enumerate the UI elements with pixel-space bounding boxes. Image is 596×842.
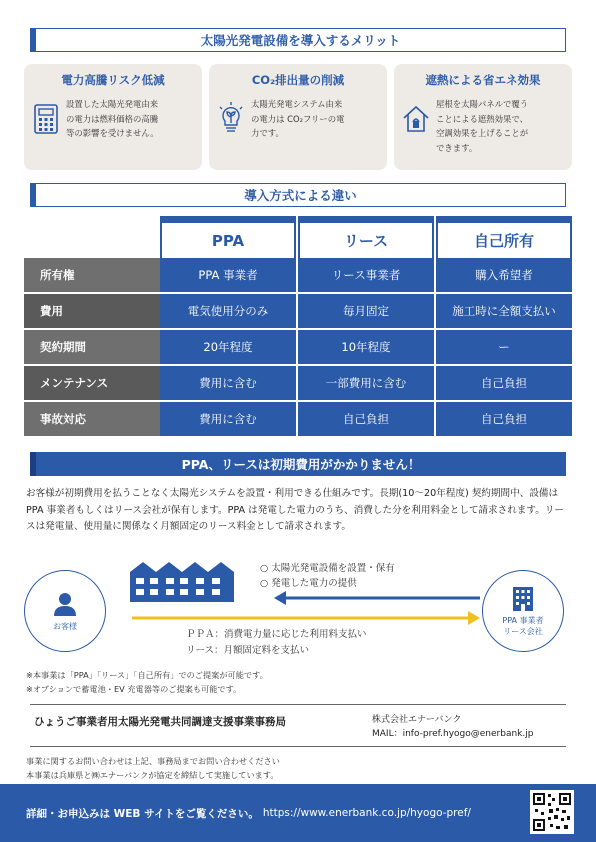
card-text-line: ことによる遮熱効果で、 (436, 113, 528, 124)
explanation-text: お客様が初期費用を払うことなく太陽光システムを設置・利用できる仕組みです。長期(10〜20年程度) 契約期間中、設備はPPA 事業者もしくはリース会社が保有します。PPA は発電した電力のうち、消費した分を利用料金として請求されます。リースは発電量、使用量に関係なく月額固定のリース料金として請求されます。 (26, 488, 564, 532)
table-cell: 費用に含む (160, 402, 296, 436)
merit-card-cost (24, 64, 202, 170)
card-text-line: 等の影響を受けません。 (66, 128, 159, 138)
comparison-table (24, 216, 572, 436)
card-text-line: 力です。 (251, 128, 284, 138)
card-title: 電力高騰リスク低減 (61, 73, 165, 87)
company-info (372, 713, 533, 741)
card-title: 遮熱による省エネ効果 (425, 73, 541, 87)
row-header: 所有権 (24, 258, 160, 292)
table-row (24, 366, 572, 400)
table-cell: ー (436, 330, 572, 364)
card-text-line: 空調効果を上げることが (436, 128, 529, 138)
table-cell: 自己負担 (298, 402, 434, 436)
flow-text-top-1: ○ 太陽光発電設備を設置・保有 (260, 563, 395, 574)
contact-line: 本事業は兵庫県と㈱エナーバンクが協定を締結して実施しています。 (26, 770, 279, 780)
qr-code-icon[interactable] (530, 790, 574, 834)
row-header: 契約期間 (24, 330, 160, 364)
eco-bulb-icon (217, 97, 245, 141)
office-name: ひょうご事業者用太陽光発電共同調達支援事業事務局 (34, 716, 286, 728)
contact-line: 事業に関するお問い合わせは上記、事務局までお問い合わせください (26, 756, 280, 766)
table-cell: リース事業者 (298, 258, 434, 292)
column-header-ppa: PPA (160, 216, 296, 258)
customer-circle (24, 570, 106, 652)
card-text-line: 設置した太陽光発電由来 (66, 99, 159, 109)
column-header-lease: リース (298, 216, 434, 258)
table-row (24, 402, 572, 436)
flow-text-top-2: ○ 発電した電力の提供 (260, 578, 357, 589)
company-name: 株式会社エナーバンク (372, 715, 462, 725)
provider-circle (482, 570, 564, 652)
merit-card-co2 (209, 64, 387, 170)
table-row (24, 258, 572, 292)
table-cell: PPA 事業者 (160, 258, 296, 292)
table-cell: 電気使用分のみ (160, 294, 296, 328)
row-header: 事故対応 (24, 402, 160, 436)
building-icon (511, 585, 535, 611)
row-header: 費用 (24, 294, 160, 328)
table-cell: 自己負担 (436, 402, 572, 436)
divider (30, 746, 566, 747)
company-mail: MAIL：info-pref.hyogo@enerbank.jp (372, 729, 534, 739)
card-text-line: 屋根を太陽パネルで覆う (436, 99, 529, 109)
footer-lead: 詳細・お申込みは WEB サイトをご覧ください。 (26, 807, 259, 820)
note-line: ※本事業は「PPA」「リース」「自己所有」でのご提案が可能です。 (26, 670, 268, 680)
notes (26, 668, 268, 696)
divider (30, 704, 566, 705)
footer (0, 784, 596, 842)
merit-card-heat (394, 64, 572, 170)
table-cell: 購入希望者 (436, 258, 572, 292)
table-cell: 一部費用に含む (298, 366, 434, 400)
house-icon (402, 97, 430, 141)
card-text-line: できます。 (436, 142, 478, 153)
table-row (24, 330, 572, 364)
table-header (160, 216, 572, 258)
table-row (24, 294, 572, 328)
section-title-methods: 導入方式による違い (30, 183, 566, 207)
card-text-line: の電力は燃料価格の高騰 (66, 113, 159, 124)
calculator-icon (32, 97, 60, 141)
table-cell: 施工時に全額支払い (436, 294, 572, 328)
section-title-merits: 太陽光発電設備を導入するメリット (30, 28, 566, 52)
arrow-left-icon (274, 590, 480, 610)
column-header-own: 自己所有 (436, 216, 572, 258)
table-cell: 毎月固定 (298, 294, 434, 328)
factory-icon (130, 562, 236, 606)
contact-info (26, 754, 280, 782)
card-text-line: の電力は CO₂フリーの電 (251, 113, 345, 124)
flow-text-bottom-1: ＰＰＡ：消費電力量に応じた利用料支払い (186, 629, 367, 640)
flow-diagram (24, 560, 572, 662)
card-title: CO₂排出量の削減 (251, 73, 345, 87)
provider-label-2: リース会社 (503, 627, 543, 636)
merit-cards (24, 64, 572, 170)
table-cell: 20年程度 (160, 330, 296, 364)
flow-text-bottom-2: リース：月額固定料を支払い (186, 645, 310, 656)
card-text-line: 太陽光発電システム由来 (251, 99, 343, 109)
note-line: ※オプションで蓄電池・EV 充電器等のご提案も可能です。 (26, 684, 242, 694)
row-header: メンテナンス (24, 366, 160, 400)
provider-label-1: PPA 事業者 (502, 616, 544, 625)
website-link[interactable]: https://www.enerbank.co.jp/hyogo-pref/ (262, 807, 471, 819)
table-cell: 費用に含む (160, 366, 296, 400)
table-cell: 自己負担 (436, 366, 572, 400)
table-cell: 10年程度 (298, 330, 434, 364)
customer-label: お客様 (53, 621, 77, 631)
person-icon (52, 591, 78, 617)
no-initial-cost-banner: PPA、リースは初期費用がかかりません！ (30, 452, 566, 476)
